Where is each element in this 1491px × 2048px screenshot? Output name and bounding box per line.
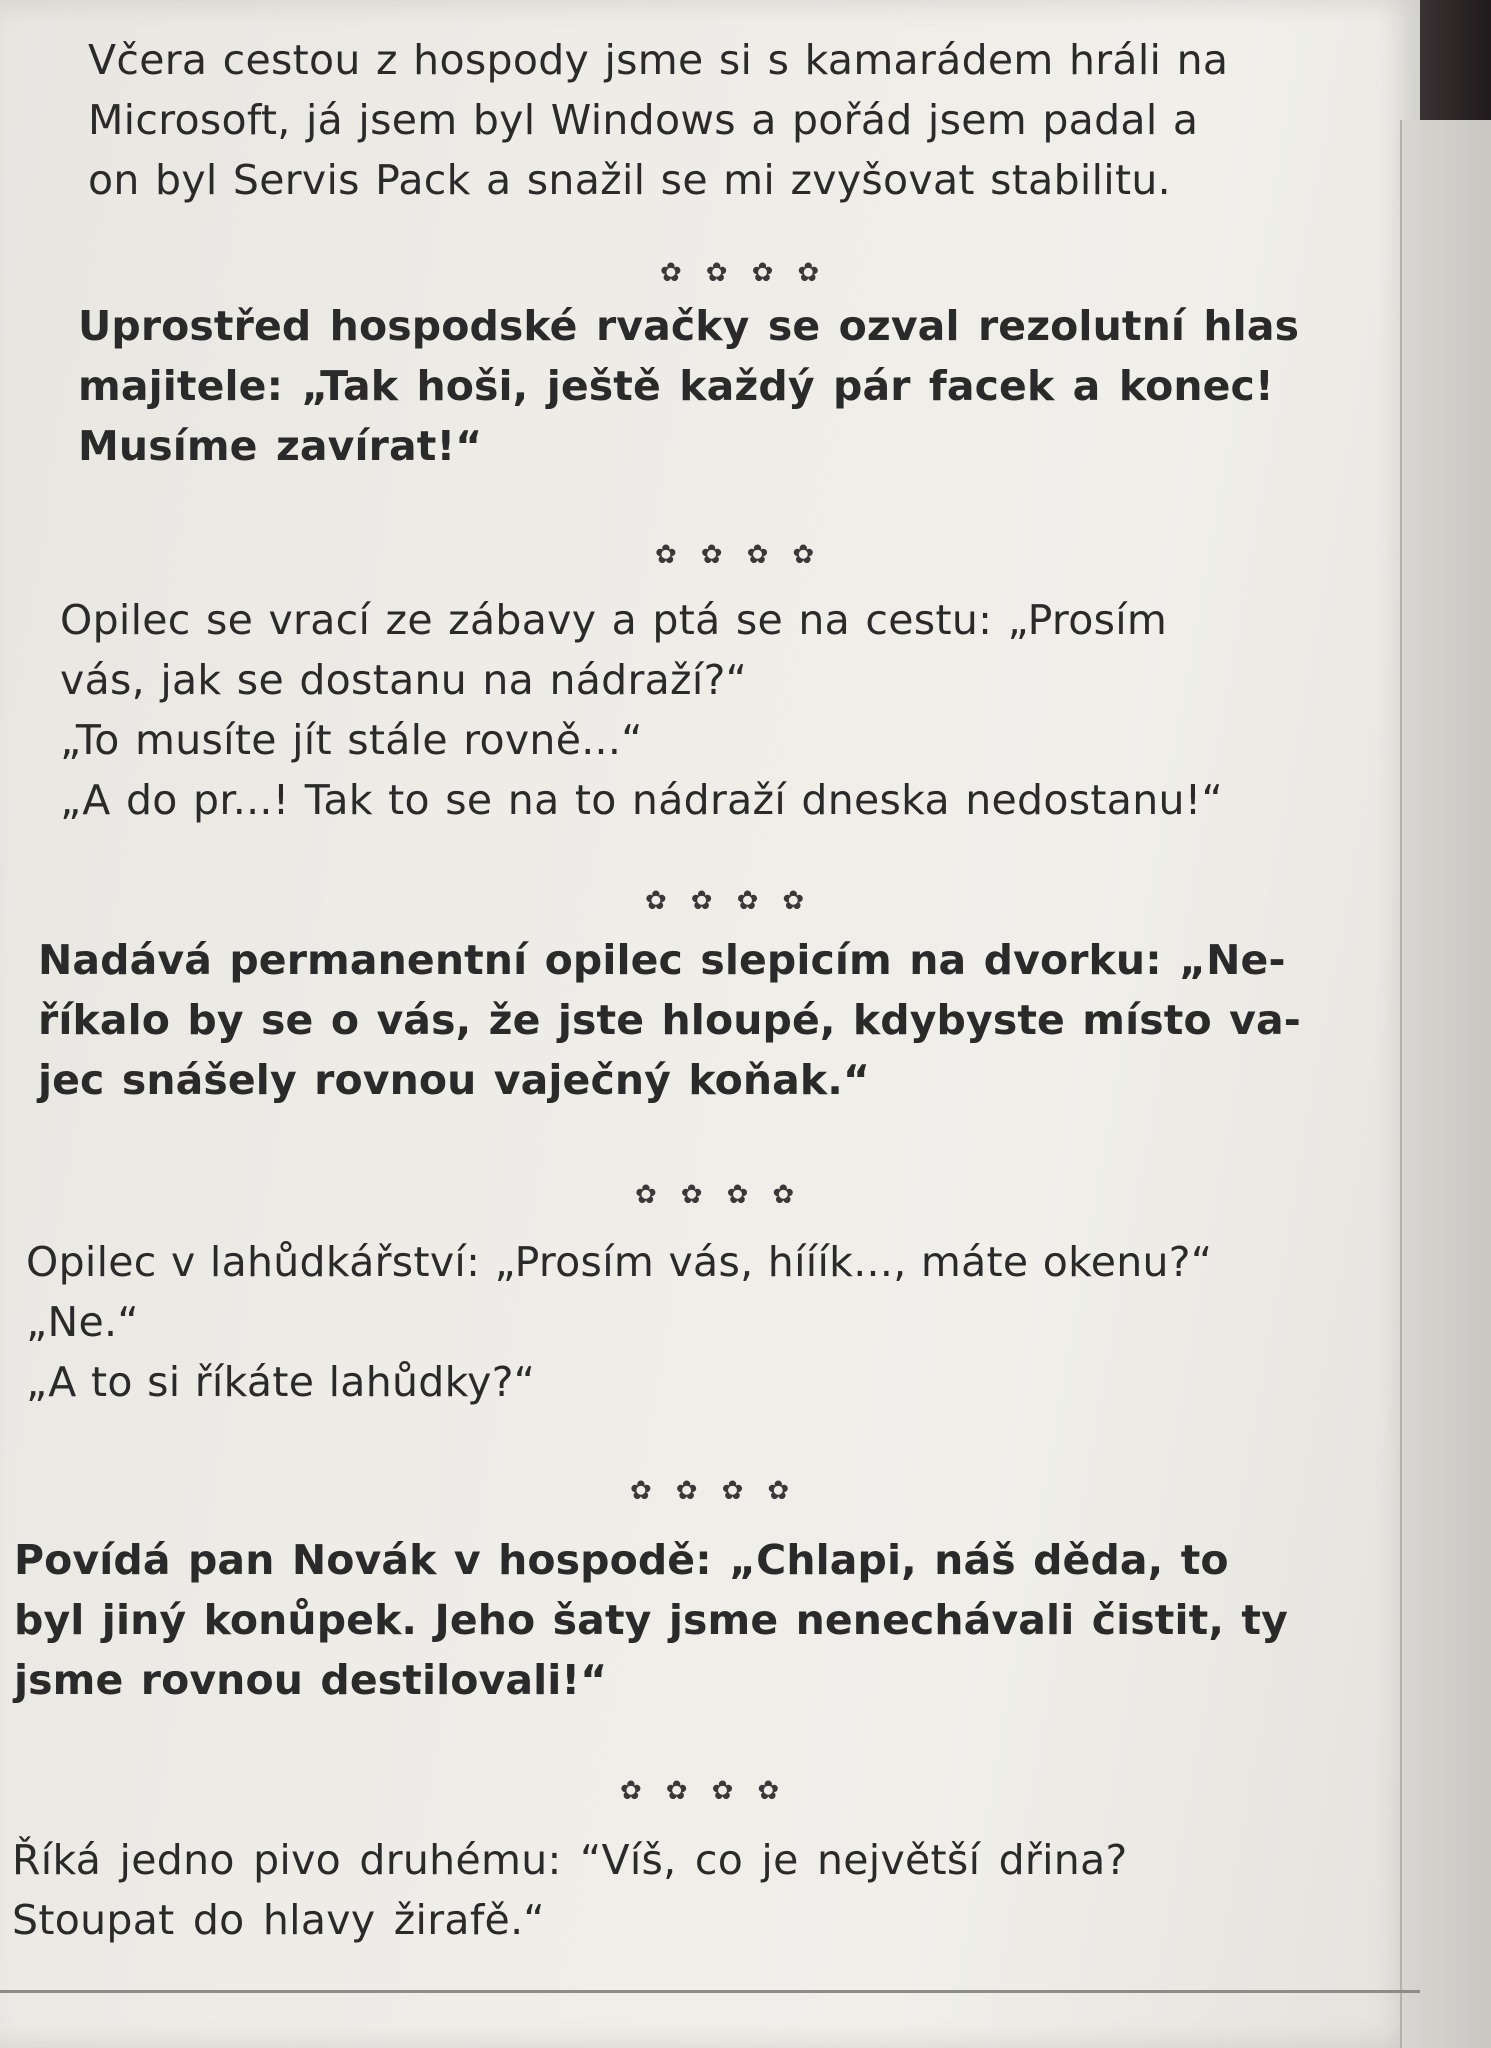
joke-4-line-3: jec snášely rovnou vaječný koňak.“ [38, 1056, 871, 1104]
joke-1-line-1: Včera cestou z hospody jsme si s kamarádem hráli na [88, 36, 1229, 84]
separator-stars-5: ✿✿✿✿ [630, 1476, 814, 1506]
page-bottom-rule [0, 1990, 1420, 1993]
joke-3-line-2: vás, jak se dostanu na nádraží?“ [60, 656, 748, 704]
separator-stars-4: ✿✿✿✿ [635, 1180, 819, 1210]
joke-5-line-1: Opilec v lahůdkářství: „Prosím vás, hííík..., máte okenu?“ [26, 1238, 1213, 1286]
joke-2-line-1: Uprostřed hospodské rvačky se ozval rezolutní hlas [78, 302, 1300, 350]
next-page-edge [1400, 120, 1491, 2048]
joke-6-line-3: jsme rovnou destilovali!“ [14, 1656, 608, 1704]
joke-3 [60, 590, 1223, 830]
separator-stars-6: ✿✿✿✿ [620, 1776, 804, 1806]
joke-3-line-1: Opilec se vrací ze zábavy a ptá se na cestu: „Prosím [60, 596, 1168, 644]
joke-2-line-3: Musíme zavírat!“ [78, 422, 483, 470]
joke-1-line-3: on byl Servis Pack a snažil se mi zvyšovat stabilitu. [88, 156, 1171, 204]
joke-5-line-2: „Ne.“ [26, 1298, 139, 1346]
joke-7 [12, 1830, 1128, 1950]
joke-6-line-1: Povídá pan Novák v hospodě: „Chlapi, náš děda, to [14, 1536, 1229, 1584]
joke-7-line-1: Říká jedno pivo druhému: “Víš, co je největší dřina? [12, 1836, 1128, 1884]
joke-4-line-1: Nadává permanentní opilec slepicím na dvorku: „Ne- [38, 936, 1286, 984]
joke-2-line-2: majitele: „Tak hoši, ještě každý pár facek a konec! [78, 362, 1274, 410]
joke-4 [38, 930, 1301, 1110]
joke-4-line-2: říkalo by se o vás, že jste hloupé, kdybyste místo va- [38, 996, 1301, 1044]
joke-3-line-4: „A do pr...! Tak to se na to nádraží dneska nedostanu!“ [60, 776, 1224, 824]
separator-stars-2: ✿✿✿✿ [655, 540, 839, 570]
separator-stars-3: ✿✿✿✿ [645, 886, 829, 916]
joke-7-line-2: Stoupat do hlavy žirafě.“ [12, 1896, 545, 1944]
joke-2 [78, 296, 1299, 476]
joke-5 [26, 1232, 1212, 1412]
joke-1 [88, 30, 1228, 210]
joke-5-line-3: „A to si říkáte lahůdky?“ [26, 1358, 536, 1406]
joke-1-line-2: Microsoft, já jsem byl Windows a pořád jsem padal a [88, 96, 1199, 144]
separator-stars-1: ✿✿✿✿ [660, 258, 844, 288]
joke-3-line-3: „To musíte jít stále rovně...“ [60, 716, 643, 764]
joke-6-line-2: byl jiný konůpek. Jeho šaty jsme nenechávali čistit, ty [14, 1596, 1288, 1644]
joke-6 [14, 1530, 1288, 1710]
